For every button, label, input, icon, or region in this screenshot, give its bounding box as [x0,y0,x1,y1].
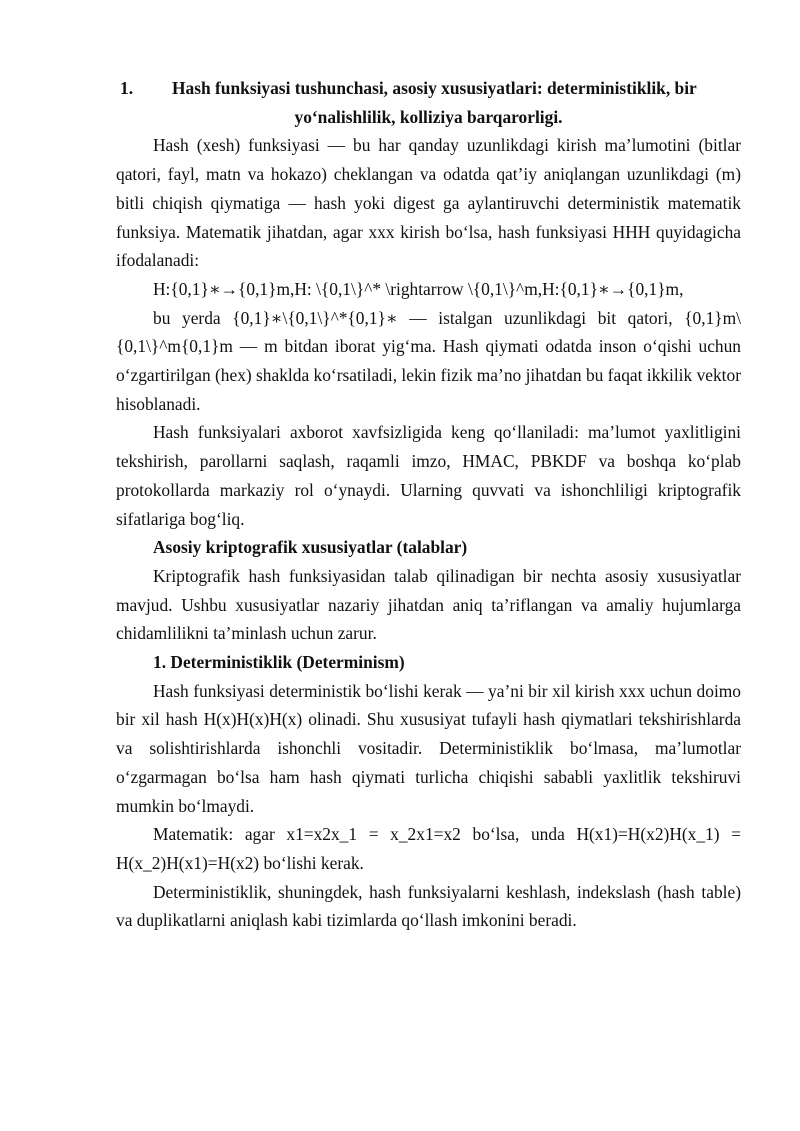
section-title-line1: Hash funksiyasi tushunchasi, asosiy xususiyatlari: deterministiklik, bir [172,78,697,98]
subheading-determinism: 1. Deterministiklik (Determinism) [153,652,405,673]
paragraph-notation: bu yerda {0,1}∗\{0,1\}^*{0,1}∗ — istalgan uzunlikdagi bit qatori, {0,1}m\{0,1\}^m{0,1}m — m bitdan iborat yig‘ma. Hash qiymati odatda inson o‘qishi uchun o‘zgartirilgan (hex) shaklda ko‘rsatiladi, lekin fizik ma’no jihatdan bu faqat ikkilik vektor hisoblanadi. [116,307,741,414]
section-title-line2: yo‘nalishlilik, kolliziya barqarorligi. [294,106,563,127]
paragraph-properties-intro: Kriptografik hash funksiyasidan talab qilinadigan bir nechta asosiy xususiyatlar mavjud. Ushbu xususiyatlar nazariy jihatdan aniq ta’riflangan va amaliy hujumlarga chidamlilikni ta’minlash uchun zarur. [116,565,741,644]
section-heading [116,74,741,103]
section-number: 1. [120,78,134,98]
paragraph-definition: Hash (xesh) funksiyasi — bu har qanday uzunlikdagi kirish ma’lumotini (bitlar qatori, fayl, matn va hokazo) cheklangan va odatda qat’iy aniqlangan uzunlikdagi (m) bitli chiqish qiymatiga — hash yoki digest ga aylantiruvchi deterministik matematik funksiya. Matematik jihatdan, agar xxx kirish bo‘lsa, hash funksiyasi HHH quyidagicha ifodalanadi: [116,135,741,271]
document-body [116,74,741,935]
paragraph-determinism-uses: Deterministiklik, shuningdek, hash funksiyalarni keshlash, indekslash (hash table) va duplikatlarni aniqlash kabi tizimlarda qo‘llash imkonini beradi. [116,881,741,931]
subheading-properties: Asosiy kriptografik xususiyatlar (talablar) [153,537,468,558]
formula-line: H:{0,1}∗→{0,1}m,H: \{0,1\}^* \rightarrow \{0,1\}^m,H:{0,1}∗→{0,1}m, [153,278,684,299]
paragraph-determinism-math: Matematik: agar x1=x2x_1 = x_2x1=x2 bo‘lsa, unda H(x1)=H(x2)H(x_1) = H(x_2)H(x1)=H(x2) bo‘lishi kerak. [116,824,741,873]
paragraph-applications: Hash funksiyalari axborot xavfsizligida keng qo‘llaniladi: ma’lumot yaxlitligini tekshirish, parollarni saqlash, raqamli imzo, HMAC, PBKDF va boshqa ko‘plab protokollarda markaziy rol o‘ynaydi. Ularning quvvati va ishonchliligi kriptografik sifatlariga bog‘liq. [116,422,741,529]
paragraph-determinism: Hash funksiyasi deterministik bo‘lishi kerak — ya’ni bir xil kirish xxx uchun doimo bir xil hash H(x)H(x)H(x) olinadi. Shu xususiyat tufayli hash qiymatlari tekshirishlarda va solishtirishlarda ishonchli vositadir. Deterministiklik bo‘lmasa, ma’lumotlar o‘zgarmagan bo‘lsa ham hash qiymati turlicha chiqishi sababli yaxlitlik tekshiruvi mumkin bo‘lmaydi. [116,680,741,816]
